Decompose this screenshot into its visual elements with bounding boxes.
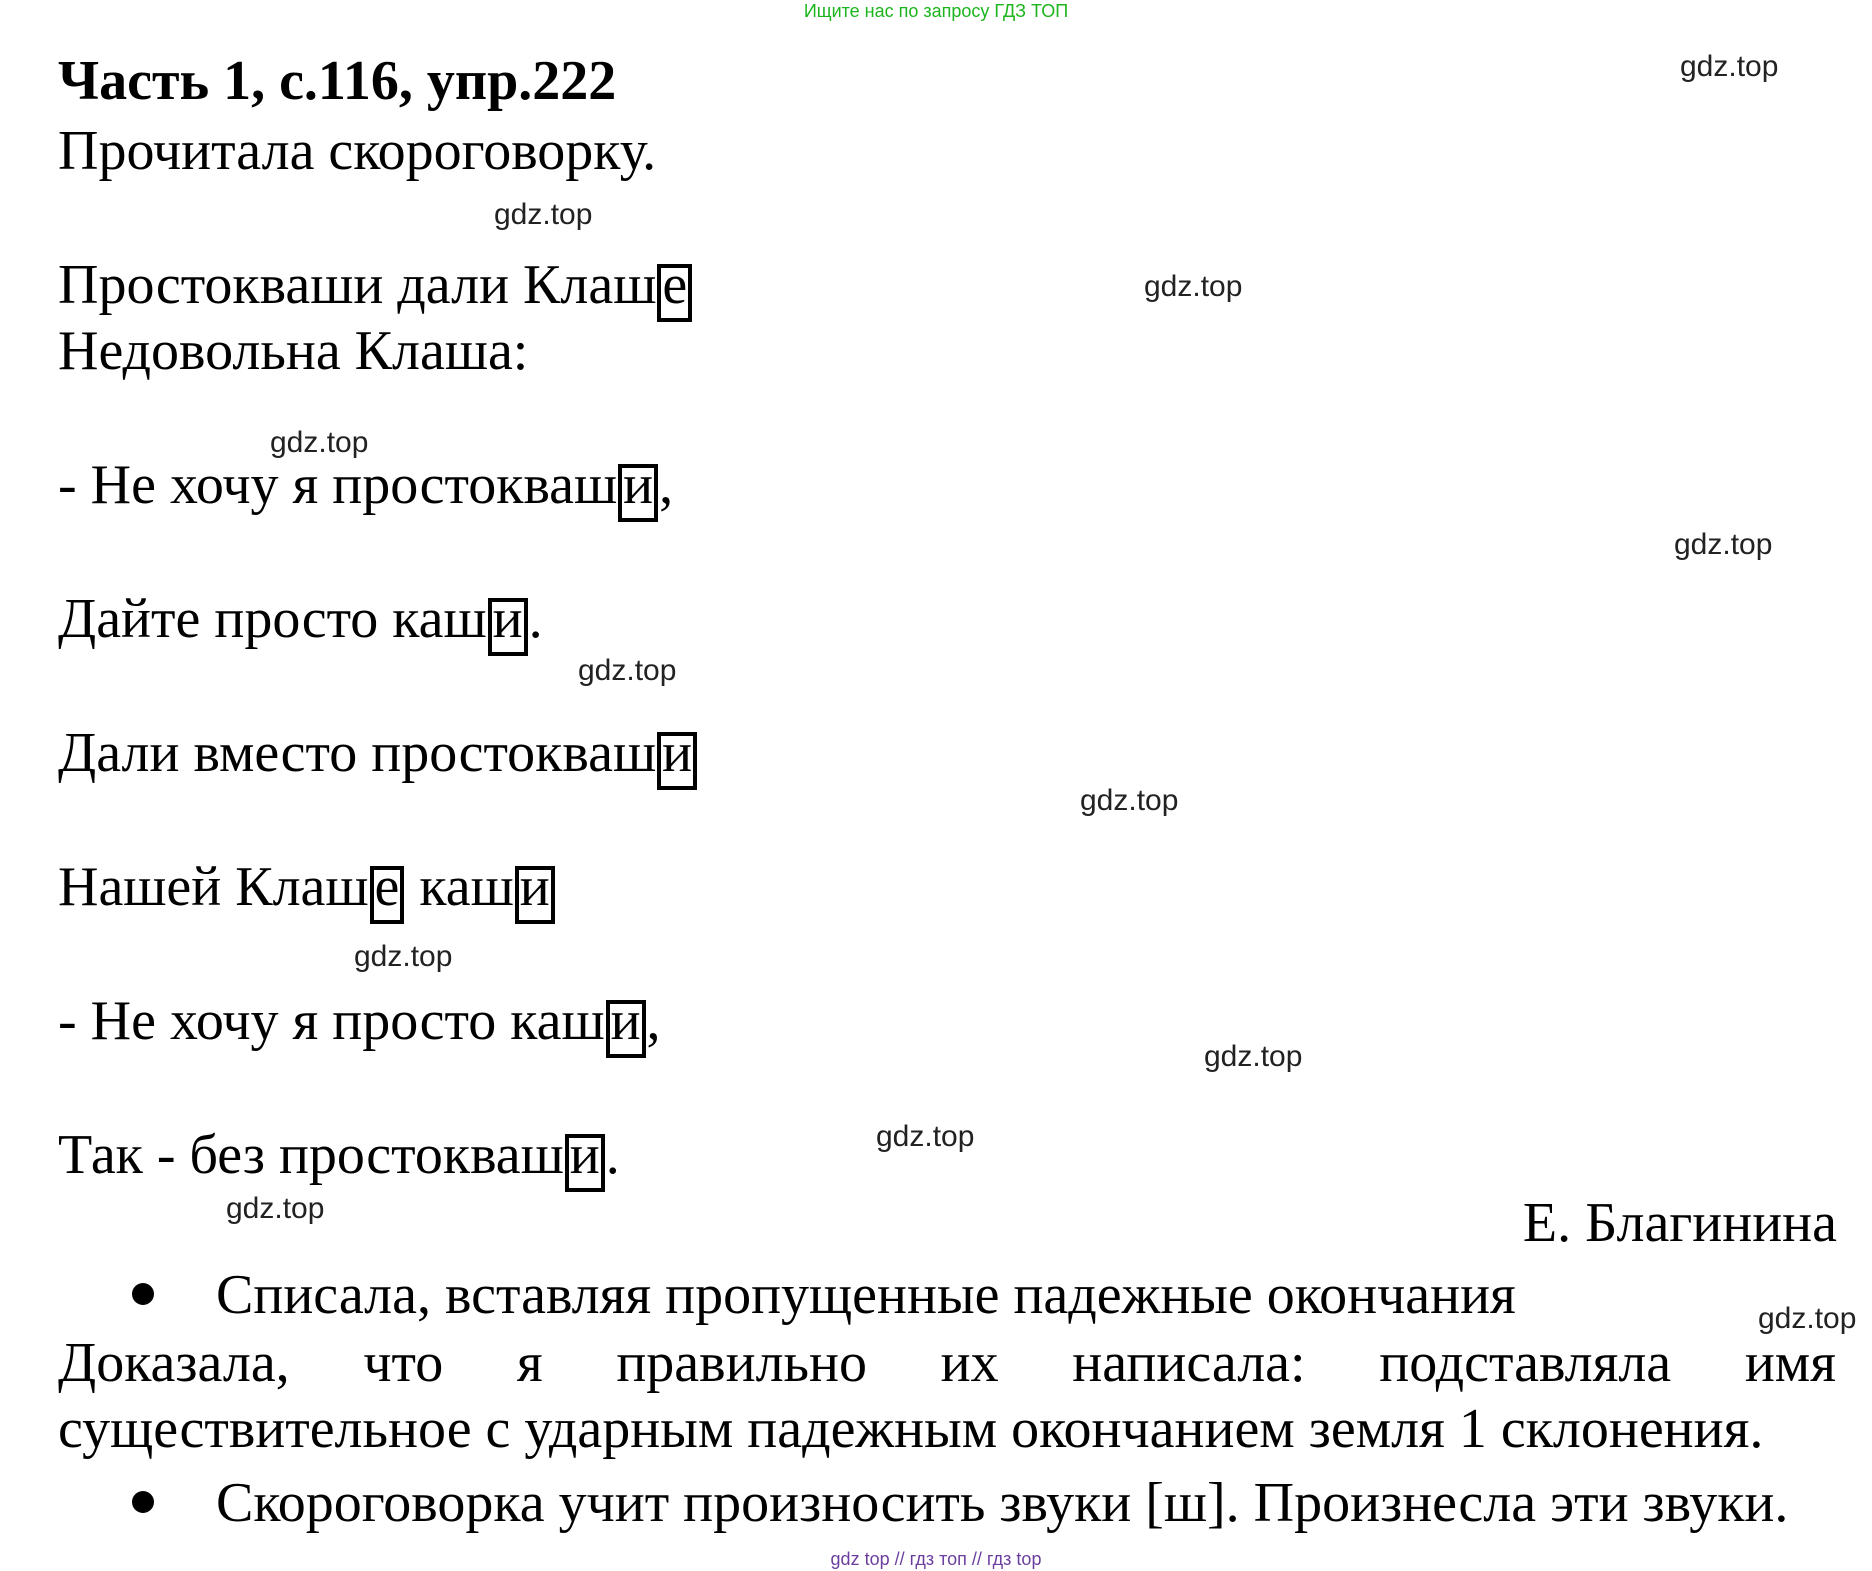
watermark: gdz.top bbox=[1680, 50, 1779, 83]
watermark: gdz.top bbox=[226, 1192, 325, 1225]
watermark: gdz.top bbox=[1204, 1040, 1303, 1073]
ending-box: и bbox=[606, 1000, 646, 1058]
watermark: gdz.top bbox=[876, 1120, 975, 1153]
poem-line-6 bbox=[58, 854, 556, 920]
proof-paragraph: Доказала, что я правильно их написала: подставляла имя существительное с ударным падежным окончанием земля 1 склонения. bbox=[58, 1332, 1836, 1460]
poem-text: каш bbox=[405, 856, 514, 918]
ending-box: е bbox=[657, 264, 692, 322]
poem-line-5 bbox=[58, 720, 698, 786]
poem-author: Е. Благинина bbox=[1522, 1192, 1837, 1254]
poem-punct: . bbox=[528, 588, 543, 650]
poem-text: - Не хочу я простокваш bbox=[58, 454, 618, 516]
poem-punct: , bbox=[659, 454, 674, 516]
watermark: gdz.top bbox=[494, 198, 593, 231]
intro-text: Прочитала скороговорку. bbox=[58, 120, 657, 182]
poem-punct: . bbox=[605, 1124, 620, 1186]
poem-punct: , bbox=[646, 990, 661, 1052]
bullet-icon bbox=[132, 1283, 154, 1305]
poem-text: Дайте просто каш bbox=[58, 588, 487, 650]
ending-box: и bbox=[515, 866, 555, 924]
bullet-item-1: Списала, вставляя пропущенные падежные окончания bbox=[132, 1262, 1516, 1328]
watermark: gdz.top bbox=[354, 940, 453, 973]
ending-box: и bbox=[488, 598, 528, 656]
poem-line-1 bbox=[58, 252, 693, 318]
poem-line-4 bbox=[58, 586, 543, 652]
page-title: Часть 1, с.116, упр.222 bbox=[58, 50, 617, 112]
watermark: gdz.top bbox=[1144, 270, 1243, 303]
poem-text: Нашей Клаш bbox=[58, 856, 369, 918]
watermark: gdz.top bbox=[1758, 1302, 1857, 1335]
poem-text: Дали вместо простокваш bbox=[58, 722, 657, 784]
ending-box: е bbox=[370, 866, 405, 924]
bottom-banner[interactable]: gdz top // гдз топ // гдз top bbox=[830, 1549, 1042, 1569]
bullet-icon bbox=[132, 1491, 154, 1513]
poem-line-2: Недовольна Клаша: bbox=[58, 320, 529, 382]
bullet-item-2: Скороговорка учит произносить звуки [ш]. Произнесла эти звуки. bbox=[132, 1470, 1788, 1536]
watermark: gdz.top bbox=[578, 654, 677, 687]
watermark: gdz.top bbox=[270, 426, 369, 459]
watermark: gdz.top bbox=[1674, 528, 1773, 561]
poem-text: - Не хочу я просто каш bbox=[58, 990, 605, 1052]
poem-text: Простокваши дали Клаш bbox=[58, 254, 657, 316]
poem-line-7 bbox=[58, 988, 661, 1054]
top-banner[interactable]: Ищите нас по запросу ГДЗ ТОП bbox=[803, 1, 1069, 21]
poem-line-8 bbox=[58, 1122, 620, 1188]
poem-line-3 bbox=[58, 452, 673, 518]
poem-text: Так - без простокваш bbox=[58, 1124, 564, 1186]
ending-box: и bbox=[657, 732, 697, 790]
watermark: gdz.top bbox=[1080, 784, 1179, 817]
ending-box: и bbox=[618, 464, 658, 522]
ending-box: и bbox=[565, 1134, 605, 1192]
